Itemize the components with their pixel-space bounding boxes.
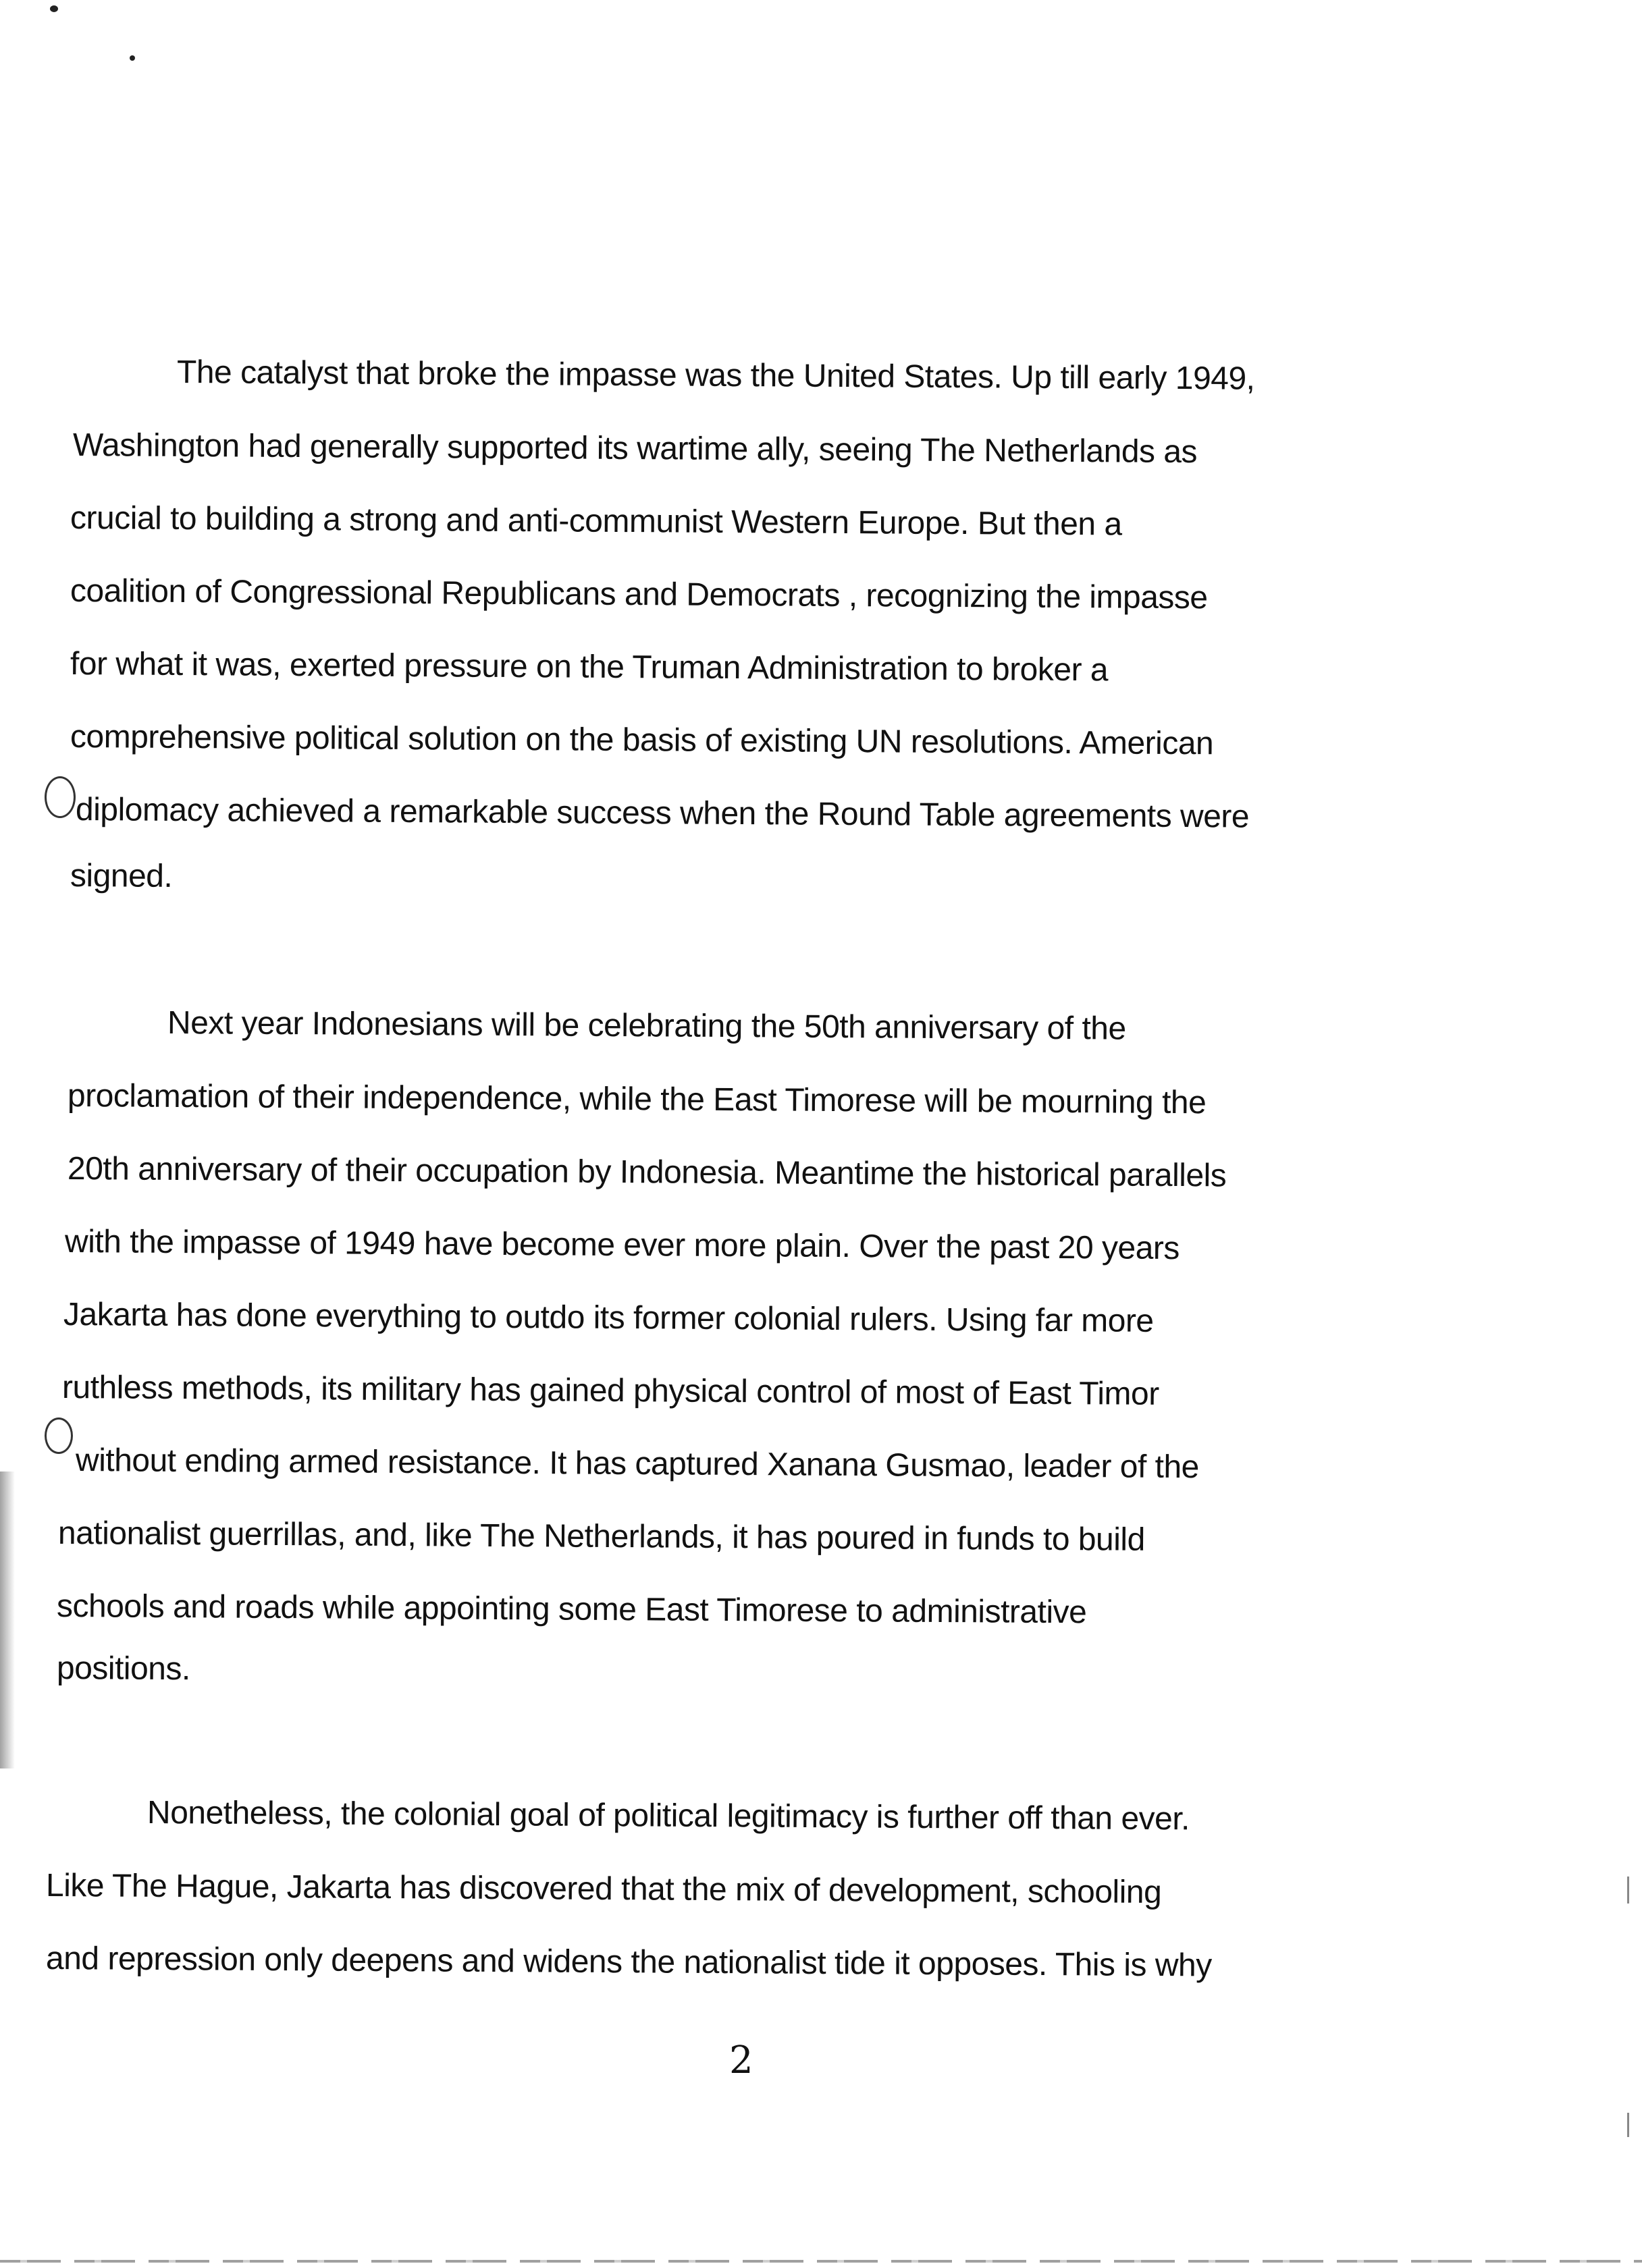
margin-circle-mark <box>45 776 76 818</box>
scan-edge-mark <box>1627 1877 1629 1904</box>
text-line: Next year Indonesians will be celebrating the 50th anniversary of the <box>167 1005 1126 1047</box>
text-line: diplomacy achieved a remarkable success when the Round Table agreements were <box>75 792 1250 835</box>
margin-circle-mark <box>45 1418 73 1454</box>
text-line: signed. <box>70 858 173 894</box>
text-line: for what it was, exerted pressure on the Truman Administration to broker a <box>70 646 1109 688</box>
text-line: Like The Hague, Jakarta has discovered that the mix of development, schooling <box>45 1868 1162 1911</box>
text-line: proclamation of their independence, while the East Timorese will be mourning the <box>67 1078 1207 1121</box>
text-line: Washington had generally supported its wartime ally, seeing The Netherlands as <box>72 427 1198 470</box>
text-line: crucial to building a strong and anti-communist Western Europe. But then a <box>70 500 1122 543</box>
text-line: with the impasse of 1949 have become ever more plain. Over the past 20 years <box>64 1224 1180 1267</box>
text-line: positions. <box>56 1650 190 1688</box>
text-line: 20th anniversary of their occupation by Indonesia. Meantime the historical parallels <box>67 1151 1227 1194</box>
text-line: Jakarta has done everything to outdo its former colonial rulers. Using far more <box>63 1297 1154 1339</box>
scan-edge-shadow <box>0 1472 15 1769</box>
text-line: The catalyst that broke the impasse was the United States. Up till early 1949, <box>176 354 1255 397</box>
text-line: comprehensive political solution on the basis of existing UN resolutions. American <box>70 719 1214 762</box>
scan-speck <box>50 5 58 12</box>
text-line: nationalist guerrillas, and, like The Netherlands, it has poured in funds to build <box>57 1515 1145 1558</box>
text-line: ruthless methods, its military has gained physical control of most of East Timor <box>61 1370 1159 1412</box>
text-line: coalition of Congressional Republicans and Democrats , recognizing the impasse <box>70 573 1208 616</box>
scan-edge-mark <box>1627 2113 1629 2137</box>
scan-bottom-edge <box>0 2260 1642 2263</box>
text-line: and repression only deepens and widens the nationalist tide it opposes. This is why <box>45 1941 1212 1984</box>
text-line: Nonetheless, the colonial goal of political legitimacy is further off than ever. <box>147 1795 1190 1837</box>
page-number: 2 <box>729 2039 753 2082</box>
scan-speck <box>130 55 135 61</box>
text-line: schools and roads while appointing some East Timorese to administrative <box>56 1588 1087 1631</box>
text-line: without ending armed resistance. It has captured Xanana Gusmao, leader of the <box>75 1442 1199 1486</box>
